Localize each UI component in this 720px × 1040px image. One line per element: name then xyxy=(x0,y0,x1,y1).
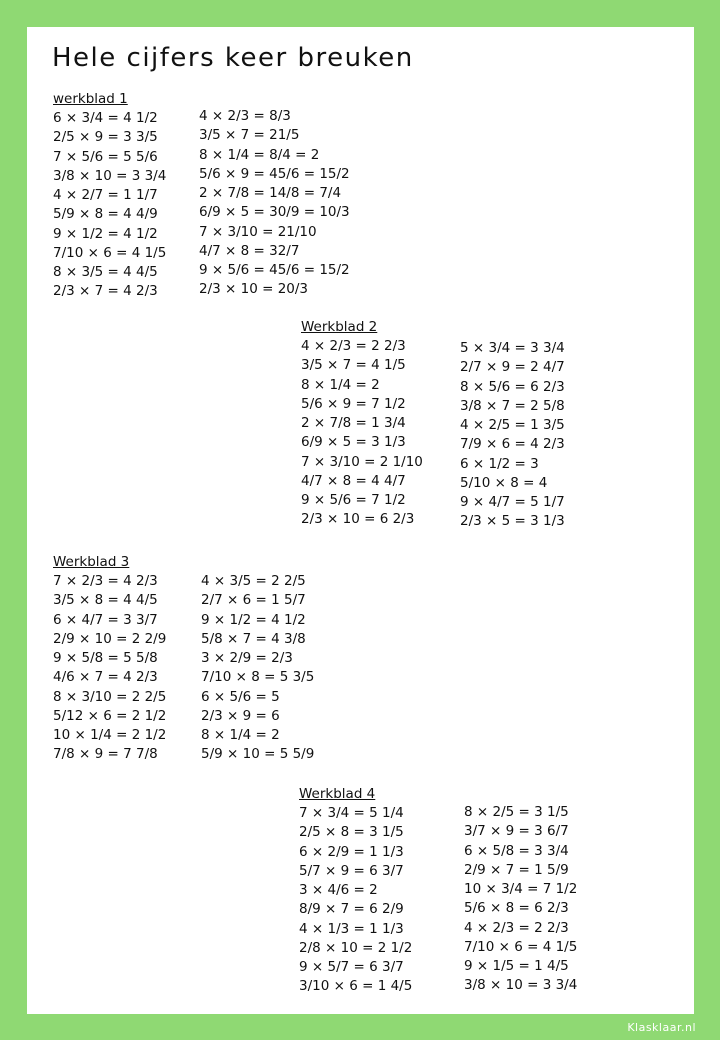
answer-item: 2/5 × 9 = 3 3/5 xyxy=(53,129,158,146)
answer-item: 3/5 × 7 = 21/5 xyxy=(199,127,300,144)
answer-item: 7/10 × 6 = 4 1/5 xyxy=(53,244,167,261)
answer-item: 5/6 × 8 = 6 2/3 xyxy=(464,900,569,917)
worksheet-page xyxy=(27,27,694,1014)
answer-item: 5/7 × 9 = 6 3/7 xyxy=(299,862,404,879)
answer-item: 2/7 × 6 = 1 5/7 xyxy=(201,592,306,609)
answer-item: 9 × 4/7 = 5 1/7 xyxy=(460,494,565,510)
section-heading-werkblad-2: Werkblad 2 xyxy=(301,319,378,335)
answer-item: 2/3 × 10 = 20/3 xyxy=(199,281,309,298)
answer-item: 3/8 × 10 = 3 3/4 xyxy=(464,977,578,994)
answer-item: 2/3 × 7 = 4 2/3 xyxy=(53,283,158,300)
answer-item: 6 × 5/6 = 5 xyxy=(201,688,280,705)
answer-item: 4 × 2/3 = 2 2/3 xyxy=(464,919,569,936)
answer-item: 7/10 × 8 = 5 3/5 xyxy=(201,669,315,686)
answer-item: 3/7 × 9 = 3 6/7 xyxy=(464,823,569,840)
answer-list xyxy=(301,337,423,530)
answer-item: 7 × 5/6 = 5 5/6 xyxy=(53,148,158,165)
answer-item: 2/8 × 10 = 2 1/2 xyxy=(299,939,413,956)
answer-item: 4 × 2/3 = 2 2/3 xyxy=(301,338,406,354)
answer-item: 7 × 3/10 = 21/10 xyxy=(199,223,317,240)
page-title: Hele cijfers keer breuken xyxy=(52,43,414,73)
answer-item: 5 × 3/4 = 3 3/4 xyxy=(460,340,565,356)
answer-item: 6 × 1/2 = 3 xyxy=(460,455,539,472)
answer-list xyxy=(201,572,314,765)
answer-item: 8 × 1/4 = 2 xyxy=(201,727,280,743)
answer-item: 3/5 × 8 = 4 4/5 xyxy=(53,592,158,609)
answer-item: 7 × 2/3 = 4 2/3 xyxy=(53,573,158,589)
answer-item: 5/6 × 9 = 7 1/2 xyxy=(301,395,406,412)
answer-item: 9 × 5/8 = 5 5/8 xyxy=(53,650,158,666)
answer-item: 10 × 3/4 = 7 1/2 xyxy=(464,881,578,897)
answer-item: 7/9 × 6 = 4 2/3 xyxy=(460,436,565,453)
answer-item: 8 × 3/10 = 2 2/5 xyxy=(53,688,167,705)
answer-item: 8 × 1/4 = 2 xyxy=(301,376,380,393)
answer-item: 5/8 × 7 = 4 3/8 xyxy=(201,630,306,647)
answer-item: 8 × 3/5 = 4 4/5 xyxy=(53,264,158,280)
answer-item: 4 × 2/3 = 8/3 xyxy=(199,108,291,124)
answer-item: 9 × 1/2 = 4 1/2 xyxy=(201,611,306,628)
answer-item: 2/3 × 9 = 6 xyxy=(201,707,280,724)
answer-item: 8 × 1/4 = 8/4 = 2 xyxy=(199,146,320,163)
answer-item: 7/8 × 9 = 7 7/8 xyxy=(53,746,158,763)
answer-item: 2/7 × 9 = 2 4/7 xyxy=(460,359,565,376)
answer-item: 9 × 1/2 = 4 1/2 xyxy=(53,225,158,242)
answer-item: 2/9 × 7 = 1 5/9 xyxy=(464,861,569,878)
answer-item: 4 × 2/5 = 1 3/5 xyxy=(460,417,565,433)
answer-list xyxy=(199,107,350,300)
answer-item: 6/9 × 5 = 30/9 = 10/3 xyxy=(199,204,350,221)
answer-item: 5/10 × 8 = 4 xyxy=(460,474,548,491)
answer-item: 2 × 7/8 = 1 3/4 xyxy=(301,415,406,431)
answer-item: 8/9 × 7 = 6 2/9 xyxy=(299,901,404,918)
answer-list xyxy=(460,339,565,532)
answer-item: 10 × 1/4 = 2 1/2 xyxy=(53,727,167,743)
answer-list xyxy=(53,109,166,302)
answer-item: 4 × 3/5 = 2 2/5 xyxy=(201,573,306,589)
section-heading-werkblad-4: Werkblad 4 xyxy=(299,786,376,802)
answer-item: 7/10 × 6 = 4 1/5 xyxy=(464,938,578,955)
answer-item: 3/8 × 10 = 3 3/4 xyxy=(53,167,167,184)
answer-item: 3/10 × 6 = 1 4/5 xyxy=(299,978,413,995)
answer-item: 5/12 × 6 = 2 1/2 xyxy=(53,707,167,724)
answer-item: 7 × 3/10 = 2 1/10 xyxy=(301,453,423,470)
answer-item: 2/3 × 5 = 3 1/3 xyxy=(460,513,565,530)
answer-item: 9 × 1/5 = 1 4/5 xyxy=(464,958,569,974)
answer-item: 4/7 × 8 = 4 4/7 xyxy=(301,472,406,489)
answer-item: 2/5 × 8 = 3 1/5 xyxy=(299,824,404,841)
answer-item: 9 × 5/6 = 45/6 = 15/2 xyxy=(199,262,350,278)
answer-item: 6/9 × 5 = 3 1/3 xyxy=(301,434,406,451)
answer-list xyxy=(464,803,577,996)
answer-item: 8 × 2/5 = 3 1/5 xyxy=(464,804,569,820)
answer-item: 9 × 5/7 = 6 3/7 xyxy=(299,959,404,975)
answer-list xyxy=(299,804,412,997)
answer-item: 6 × 4/7 = 3 3/7 xyxy=(53,611,158,628)
answer-item: 4 × 1/3 = 1 1/3 xyxy=(299,920,404,937)
answer-item: 2/9 × 10 = 2 2/9 xyxy=(53,630,167,647)
answer-item: 2/3 × 10 = 6 2/3 xyxy=(301,511,415,528)
footer-brand: Klasklaar.nl xyxy=(627,1021,696,1034)
answer-list xyxy=(53,572,166,765)
answer-item: 6 × 5/8 = 3 3/4 xyxy=(464,842,569,859)
answer-item: 5/9 × 8 = 4 4/9 xyxy=(53,206,158,223)
answer-item: 8 × 5/6 = 6 2/3 xyxy=(460,378,565,395)
answer-item: 6 × 3/4 = 4 1/2 xyxy=(53,110,158,126)
answer-item: 5/6 × 9 = 45/6 = 15/2 xyxy=(199,165,350,182)
answer-item: 4/6 × 7 = 4 2/3 xyxy=(53,669,158,686)
section-heading-werkblad-1: werkblad 1 xyxy=(53,91,128,107)
answer-item: 3 × 4/6 = 2 xyxy=(299,882,378,898)
answer-item: 2 × 7/8 = 14/8 = 7/4 xyxy=(199,185,342,201)
answer-item: 3/5 × 7 = 4 1/5 xyxy=(301,357,406,374)
answer-item: 3/8 × 7 = 2 5/8 xyxy=(460,397,565,414)
answer-item: 4/7 × 8 = 32/7 xyxy=(199,242,300,259)
answer-item: 3 × 2/9 = 2/3 xyxy=(201,650,293,666)
answer-item: 6 × 2/9 = 1 1/3 xyxy=(299,843,404,860)
answer-item: 9 × 5/6 = 7 1/2 xyxy=(301,492,406,508)
section-heading-werkblad-3: Werkblad 3 xyxy=(53,554,130,570)
answer-item: 5/9 × 10 = 5 5/9 xyxy=(201,746,315,763)
answer-item: 4 × 2/7 = 1 1/7 xyxy=(53,187,158,203)
answer-item: 7 × 3/4 = 5 1/4 xyxy=(299,805,404,821)
